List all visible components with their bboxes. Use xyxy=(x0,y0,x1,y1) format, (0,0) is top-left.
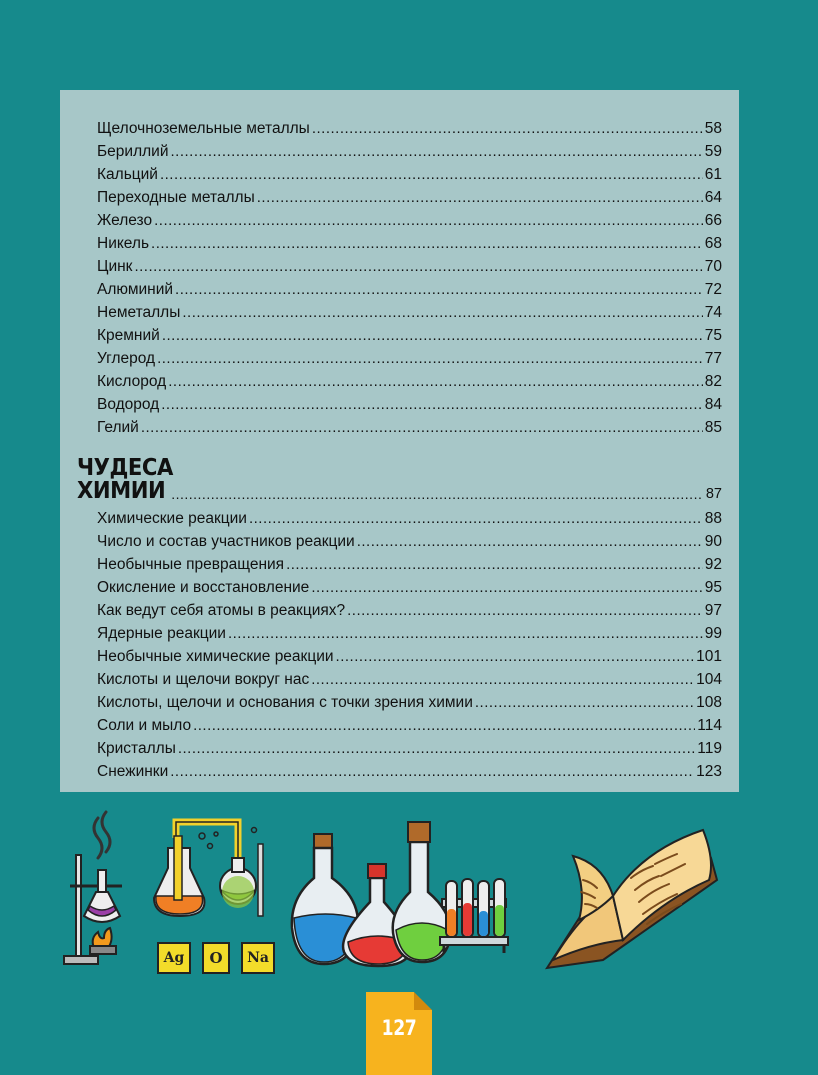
flasks-icon xyxy=(288,818,458,968)
toc-entry[interactable]: Кристаллы ..... 119 xyxy=(97,734,722,756)
page-number: 127 xyxy=(381,1016,417,1040)
toc-entry[interactable]: Необычные химические реакции ..... 101 xyxy=(97,642,722,664)
toc-entry[interactable]: Как ведут себя атомы в реакциях? ..... 97 xyxy=(97,596,722,618)
page-corner-fold xyxy=(414,992,432,1010)
toc-entry[interactable]: Необычные превращения ..... 92 xyxy=(97,550,722,572)
toc-entry[interactable]: Бериллий ..... 59 xyxy=(97,137,722,159)
toc-entry[interactable]: Кремний ..... 75 xyxy=(97,321,722,343)
element-tile-ag: Ag xyxy=(157,942,191,974)
chapter-heading[interactable]: ЧУДЕСА ХИМИИ ..... 87 xyxy=(77,473,722,503)
element-tiles xyxy=(157,942,275,974)
toc-entry[interactable]: Снежинки ..... 123 xyxy=(97,757,722,779)
toc-entry[interactable]: Кислоты и щелочи вокруг нас ..... 104 xyxy=(97,665,722,687)
toc-entry[interactable]: Углерод ..... 77 xyxy=(97,344,722,366)
toc-entry[interactable]: Окисление и восстановление ..... 95 xyxy=(97,573,722,595)
toc-entry[interactable]: Соли и мыло ..... 114 xyxy=(97,711,722,733)
toc-entry[interactable]: Кислород ..... 82 xyxy=(97,367,722,389)
toc-entry[interactable]: Гелий ..... 85 xyxy=(97,413,722,435)
toc-entry[interactable]: Переходные металлы ..... 64 xyxy=(97,183,722,205)
toc-entry[interactable]: Кальций ..... 61 xyxy=(97,160,722,182)
table-of-contents xyxy=(60,90,739,792)
toc-entry[interactable]: Число и состав участников реакции ..... 90 xyxy=(97,527,722,549)
element-tile-na: Na xyxy=(241,942,275,974)
open-book-icon xyxy=(543,820,721,970)
toc-entry[interactable]: Никель ..... 68 xyxy=(97,229,722,251)
toc-entry[interactable]: Щелочноземельные металлы ..... 58 xyxy=(97,114,722,136)
toc-entry[interactable]: Химические реакции ..... 88 xyxy=(97,504,722,526)
toc-entry[interactable]: Неметаллы ..... 74 xyxy=(97,298,722,320)
toc-entry[interactable]: Цинк ..... 70 xyxy=(97,252,722,274)
toc-entry[interactable]: Железо ..... 66 xyxy=(97,206,722,228)
toc-entry[interactable]: Кислоты, щелочи и основания с точки зрения химии ..... 108 xyxy=(97,688,722,710)
toc-entry[interactable]: Водород ..... 84 xyxy=(97,390,722,412)
page-number-tab xyxy=(366,992,432,1075)
lab-apparatus-icon xyxy=(150,818,270,918)
test-tubes-icon xyxy=(436,875,512,955)
element-tile-o: O xyxy=(202,942,230,974)
toc-entry[interactable]: Алюминий ..... 72 xyxy=(97,275,722,297)
toc-entry[interactable]: Ядерные реакции ..... 99 xyxy=(97,619,722,641)
burner-stand-icon xyxy=(60,810,135,970)
